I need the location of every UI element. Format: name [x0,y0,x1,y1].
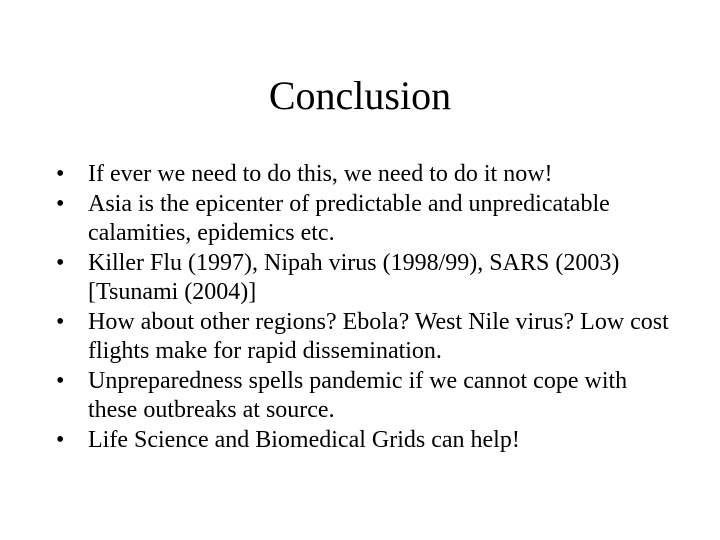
bullet-icon: • [56,308,65,335]
bullet-item [56,249,676,308]
bullet-item [56,367,676,426]
bullet-icon: • [56,367,65,394]
bullet-text: Killer Flu (1997), Nipah virus (1998/99), SARS (2003) [Tsunami (2004)] [88,249,620,305]
bullet-item [56,190,676,249]
bullet-icon: • [56,190,65,217]
bullet-text: Life Science and Biomedical Grids can help! [88,426,520,453]
bullet-icon: • [56,249,65,276]
bullet-icon: • [56,161,65,187]
bullet-text: How about other regions? Ebola? West Nile virus? Low cost flights make for rapid dissemination. [88,308,669,364]
bullet-item [56,426,676,456]
bullet-text: If ever we need to do this, we need to do it now! [88,161,553,187]
bullet-icon: • [56,426,65,453]
bullet-text: Asia is the epicenter of predictable and unpredicatable calamities, epidemics etc. [88,190,610,246]
bullet-item [56,160,676,190]
bullet-text: Unpreparedness spells pandemic if we cannot cope with these outbreaks at source. [88,367,628,423]
slide-title: Conclusion [268,73,452,118]
bullet-item [56,308,676,367]
bullet-list [56,160,676,455]
